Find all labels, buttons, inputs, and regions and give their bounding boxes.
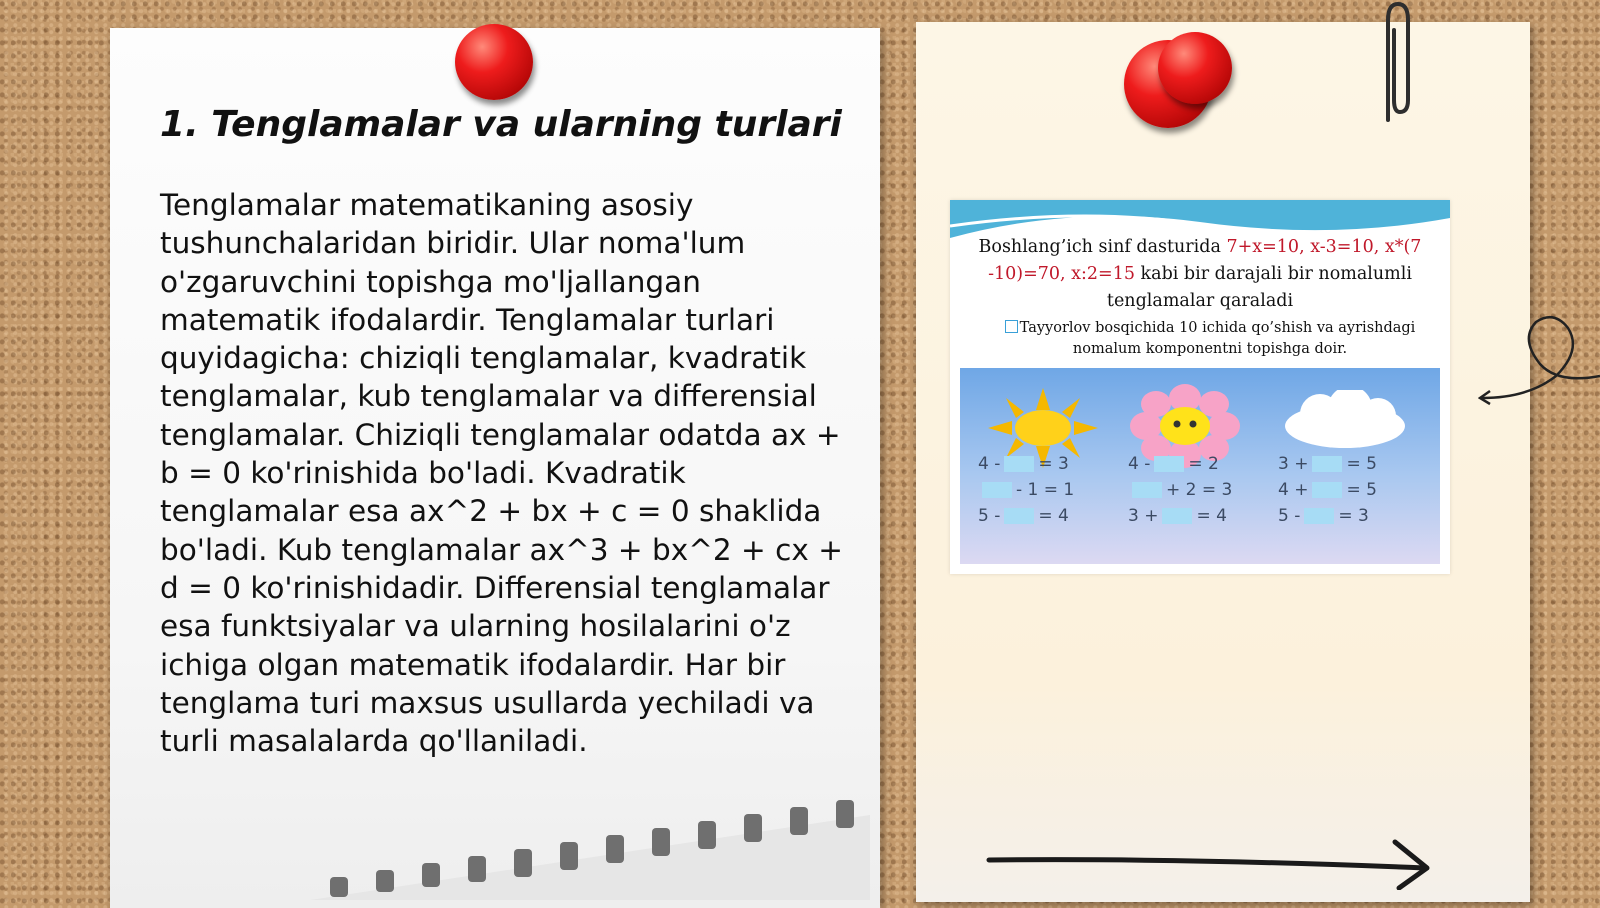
push-pin-icon bbox=[455, 24, 533, 100]
equation-right: - 1 = 1 bbox=[1016, 480, 1075, 500]
equation-left: 4 + bbox=[1278, 480, 1309, 500]
equation-right: = 5 bbox=[1346, 454, 1377, 474]
slide-heading-text: Boshlang’ich sinf dasturida bbox=[978, 237, 1227, 257]
answer-box bbox=[1154, 456, 1184, 472]
slide-heading bbox=[962, 234, 1438, 315]
body-paragraph: Tenglamalar matematikaning asosiy tushunchalaridan biridir. Ular noma'lum o'zgaruvchini topishga mo'ljallangan matematik ifodalardir. Tenglamalar turlari quyidagicha: chiziqli tenglamalar, kvadratik tenglamalar, kub tenglamalar va differensial tenglamalar. Chiziqli tenglamalar odatda ax + b = 0 ko'rinishida bo'ladi. Kvadratik tenglamalar esa ax^2 + bx + c = 0 shaklida bo'ladi. Kub tenglamalar ax^3 + bx^2 + cx + d = 0 ko'rinishidadir. Differensial tenglamalar esa funktsiyalar va ularning hosilalarini o'z ichiga olgan matematik ifodalardir. Har bir tenglama turi maxsus usullarda yechiladi va turli masalalarda qo'llaniladi. bbox=[160, 188, 843, 759]
curl-line-decoration bbox=[1478, 314, 1600, 414]
answer-box bbox=[1004, 508, 1034, 524]
exercise-panel bbox=[960, 368, 1440, 564]
answer-box bbox=[1312, 482, 1342, 498]
equation-item bbox=[1278, 454, 1428, 474]
equation-left: 4 - bbox=[978, 454, 1001, 474]
slide-note bbox=[990, 318, 1430, 360]
equation-grid bbox=[978, 454, 1428, 526]
equation-item bbox=[978, 480, 1128, 500]
equation-right: = 3 bbox=[1338, 506, 1369, 526]
slide-note-text: Tayyorlov bosqichida 10 ichida qo’shish va ayrishdagi nomalum komponentni topishga doir. bbox=[1019, 320, 1416, 357]
slide-heading-equations: 7+x=10, x-3=10, x*(7 -10)=70, x:2=15 bbox=[988, 237, 1422, 284]
paper-clip-icon bbox=[1376, 0, 1416, 125]
equation-left: 4 - bbox=[1128, 454, 1151, 474]
page-title: 1. Tenglamalar va ularning turlari bbox=[160, 104, 842, 145]
torn-notebook-edge bbox=[310, 800, 870, 900]
equation-right: = 4 bbox=[1196, 506, 1227, 526]
equation-left: 3 + bbox=[1278, 454, 1309, 474]
equation-right: = 5 bbox=[1346, 480, 1377, 500]
answer-box bbox=[1162, 508, 1192, 524]
cloud-icon bbox=[1280, 390, 1410, 454]
equation-left: 5 - bbox=[978, 506, 1001, 526]
equation-right: + 2 = 3 bbox=[1166, 480, 1233, 500]
slide-image bbox=[950, 200, 1450, 574]
equation-item bbox=[978, 454, 1128, 474]
arrow-right-icon bbox=[985, 838, 1445, 890]
equation-left: 3 + bbox=[1128, 506, 1159, 526]
push-pin-icon bbox=[1158, 32, 1232, 104]
equation-item bbox=[1128, 454, 1278, 474]
equation-item bbox=[978, 506, 1128, 526]
equation-item bbox=[1278, 506, 1428, 526]
equation-right: = 2 bbox=[1188, 454, 1219, 474]
answer-box bbox=[1304, 508, 1334, 524]
checkbox-bullet-icon bbox=[1005, 320, 1018, 333]
equation-item bbox=[1278, 480, 1428, 500]
equation-right: = 3 bbox=[1038, 454, 1069, 474]
equation-item bbox=[1128, 480, 1278, 500]
answer-box bbox=[982, 482, 1012, 498]
slide-heading-text-end: kabi bir darajali bir nomalumli tenglamalar qaraladi bbox=[1106, 264, 1412, 311]
equation-left: 5 - bbox=[1278, 506, 1301, 526]
equation-right: = 4 bbox=[1038, 506, 1069, 526]
answer-box bbox=[1312, 456, 1342, 472]
answer-box bbox=[1004, 456, 1034, 472]
answer-box bbox=[1132, 482, 1162, 498]
equation-item bbox=[1128, 506, 1278, 526]
